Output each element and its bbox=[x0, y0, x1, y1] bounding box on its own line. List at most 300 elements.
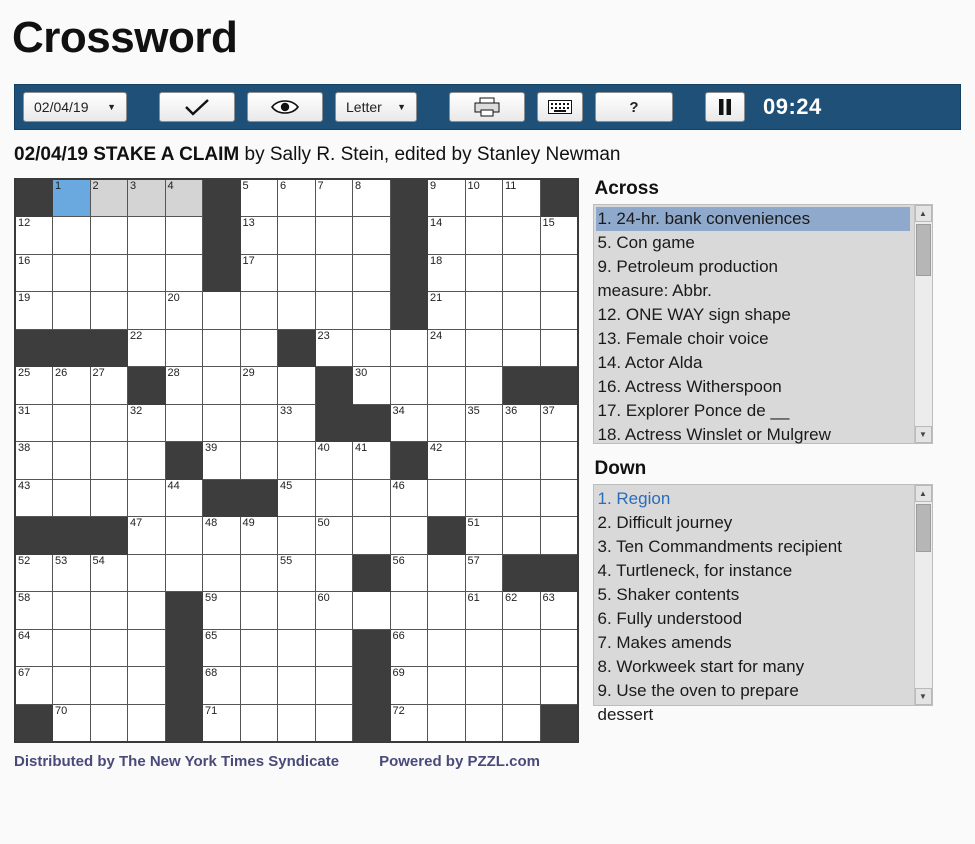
grid-cell[interactable] bbox=[240, 667, 278, 705]
clue-item[interactable]: 12. ONE WAY sign shape bbox=[597, 305, 791, 325]
grid-cell[interactable] bbox=[315, 329, 353, 367]
grid-cell-number: 31 bbox=[18, 404, 31, 417]
grid-cell[interactable] bbox=[240, 517, 278, 555]
scroll-down-icon[interactable]: ▼ bbox=[915, 426, 932, 443]
grid-cell[interactable] bbox=[128, 217, 166, 255]
grid-cell-number: 9 bbox=[430, 180, 437, 193]
grid-cell[interactable] bbox=[540, 404, 578, 442]
down-clue-list[interactable] bbox=[594, 485, 932, 729]
grid-cell[interactable] bbox=[240, 704, 278, 742]
clue-item[interactable]: 18. Actress Winslet or Mulgrew bbox=[597, 425, 831, 445]
grid-cell[interactable] bbox=[165, 179, 203, 217]
grid-cell-number: 47 bbox=[130, 517, 143, 530]
grid-cell[interactable] bbox=[428, 667, 466, 705]
grid-cell[interactable] bbox=[315, 442, 353, 480]
grid-cell[interactable] bbox=[53, 592, 91, 630]
clue-item[interactable]: 4. Turtleneck, for instance bbox=[597, 561, 793, 581]
grid-cell[interactable] bbox=[90, 179, 128, 217]
grid-cell[interactable] bbox=[503, 217, 541, 255]
grid-cell-number: 33 bbox=[280, 404, 293, 417]
grid-cell[interactable] bbox=[165, 517, 203, 555]
grid-cell[interactable] bbox=[390, 329, 428, 367]
scroll-up-icon[interactable]: ▲ bbox=[915, 485, 932, 502]
grid-cell[interactable] bbox=[90, 442, 128, 480]
grid-cell[interactable] bbox=[315, 479, 353, 517]
grid-cell[interactable] bbox=[390, 517, 428, 555]
clue-item[interactable]: 9. Use the oven to prepare bbox=[597, 681, 799, 701]
grid-cell[interactable] bbox=[15, 554, 53, 592]
clue-item[interactable]: 5. Shaker contents bbox=[597, 585, 740, 605]
chevron-down-icon: ▼ bbox=[397, 102, 406, 113]
clue-item[interactable]: 1. 24-hr. bank conveniences bbox=[596, 207, 910, 231]
grid-cell[interactable] bbox=[465, 704, 503, 742]
grid-cell[interactable] bbox=[53, 404, 91, 442]
grid-cell[interactable] bbox=[278, 592, 316, 630]
clue-item[interactable]: dessert bbox=[597, 705, 654, 725]
grid-cell[interactable] bbox=[428, 404, 466, 442]
clue-item[interactable]: measure: Abbr. bbox=[597, 281, 712, 301]
grid-cell[interactable] bbox=[165, 367, 203, 405]
grid-cell[interactable] bbox=[90, 217, 128, 255]
crossword-grid[interactable] bbox=[14, 178, 579, 743]
grid-cell[interactable] bbox=[315, 667, 353, 705]
grid-cell[interactable] bbox=[428, 629, 466, 667]
date-selector-label: 02/04/19 bbox=[34, 99, 89, 116]
across-scroll-thumb[interactable] bbox=[916, 224, 931, 276]
grid-cell[interactable] bbox=[465, 292, 503, 330]
grid-cell[interactable] bbox=[128, 517, 166, 555]
grid-cell-number: 52 bbox=[18, 554, 31, 567]
across-scrollbar[interactable] bbox=[914, 205, 932, 443]
grid-cell[interactable] bbox=[15, 442, 53, 480]
grid-cell[interactable] bbox=[203, 367, 241, 405]
grid-cell[interactable] bbox=[128, 667, 166, 705]
grid-cell[interactable] bbox=[465, 179, 503, 217]
grid-cell[interactable] bbox=[353, 254, 391, 292]
footer-powered: Powered by PZZL.com bbox=[379, 752, 540, 770]
grid-cell[interactable] bbox=[128, 254, 166, 292]
grid-cell[interactable] bbox=[503, 442, 541, 480]
down-scrollbar[interactable] bbox=[914, 485, 932, 705]
clue-item[interactable]: 8. Workweek start for many bbox=[597, 657, 805, 677]
pause-icon bbox=[718, 99, 732, 115]
grid-cell-block bbox=[15, 517, 53, 555]
grid-cell-number: 15 bbox=[542, 217, 555, 230]
grid-cell[interactable] bbox=[315, 217, 353, 255]
grid-cell[interactable] bbox=[128, 479, 166, 517]
grid-cell-number: 39 bbox=[205, 442, 218, 455]
grid-cell[interactable] bbox=[465, 254, 503, 292]
grid-row bbox=[15, 629, 578, 667]
down-clue-box[interactable] bbox=[593, 484, 933, 725]
grid-cell[interactable] bbox=[503, 704, 541, 742]
grid-cell-block bbox=[90, 517, 128, 555]
grid-cell-number: 26 bbox=[55, 367, 68, 380]
grid-cell[interactable] bbox=[128, 404, 166, 442]
grid-row bbox=[15, 179, 578, 217]
grid-cell-number: 51 bbox=[467, 517, 480, 530]
grid-cell-block bbox=[390, 292, 428, 330]
grid-cell[interactable] bbox=[390, 554, 428, 592]
grid-cell[interactable] bbox=[465, 667, 503, 705]
grid-cell[interactable] bbox=[165, 217, 203, 255]
grid-cell[interactable] bbox=[428, 704, 466, 742]
clue-item[interactable]: 6. Fully understood bbox=[597, 609, 743, 629]
clue-item[interactable]: 17. Explorer Ponce de __ bbox=[597, 401, 790, 421]
grid-cell[interactable] bbox=[278, 292, 316, 330]
grid-cell[interactable] bbox=[128, 292, 166, 330]
keyboard-button[interactable] bbox=[537, 92, 583, 122]
grid-cell[interactable] bbox=[428, 254, 466, 292]
grid-cell-number: 42 bbox=[430, 442, 443, 455]
grid-cell[interactable] bbox=[203, 404, 241, 442]
grid-cell[interactable] bbox=[540, 217, 578, 255]
grid-cell-number: 67 bbox=[18, 667, 31, 680]
grid-cell-number: 56 bbox=[392, 554, 405, 567]
grid-cell[interactable] bbox=[53, 367, 91, 405]
grid-cell[interactable] bbox=[278, 179, 316, 217]
grid-cell-number: 5 bbox=[242, 180, 249, 193]
grid-cell[interactable] bbox=[90, 367, 128, 405]
grid-cell[interactable] bbox=[240, 217, 278, 255]
grid-cell[interactable] bbox=[503, 479, 541, 517]
grid-cell[interactable] bbox=[278, 404, 316, 442]
grid-cell-block bbox=[540, 704, 578, 742]
grid-cell-number: 12 bbox=[18, 217, 31, 230]
grid-cell[interactable] bbox=[428, 442, 466, 480]
grid-cell-number: 54 bbox=[92, 554, 105, 567]
grid-cell-block bbox=[165, 667, 203, 705]
grid-cell-number: 1 bbox=[55, 180, 62, 193]
grid-cell[interactable] bbox=[203, 517, 241, 555]
grid-cell[interactable] bbox=[503, 629, 541, 667]
grid-cell-block bbox=[203, 254, 241, 292]
grid-cell-number: 3 bbox=[130, 180, 137, 193]
grid-cell[interactable] bbox=[353, 292, 391, 330]
grid-cell-block bbox=[353, 554, 391, 592]
clue-item[interactable]: 1. Region bbox=[596, 487, 910, 511]
grid-cell-number: 70 bbox=[55, 704, 68, 717]
grid-cell[interactable] bbox=[353, 592, 391, 630]
grid-cell[interactable] bbox=[53, 629, 91, 667]
grid-cell[interactable] bbox=[315, 517, 353, 555]
grid-cell[interactable] bbox=[278, 554, 316, 592]
grid-cell-number: 28 bbox=[167, 367, 180, 380]
grid-cell[interactable] bbox=[203, 442, 241, 480]
grid-cell[interactable] bbox=[15, 667, 53, 705]
grid-cell[interactable] bbox=[15, 254, 53, 292]
grid-cell-number: 41 bbox=[355, 442, 368, 455]
grid-cell[interactable] bbox=[353, 179, 391, 217]
grid-cell[interactable] bbox=[278, 442, 316, 480]
grid-cell[interactable] bbox=[15, 592, 53, 630]
grid-cell-number: 21 bbox=[430, 292, 443, 305]
grid-row bbox=[15, 254, 578, 292]
across-clue-box[interactable] bbox=[593, 204, 933, 444]
grid-cell[interactable] bbox=[240, 292, 278, 330]
grid-cell[interactable] bbox=[503, 592, 541, 630]
grid-cell[interactable] bbox=[465, 629, 503, 667]
grid-cell[interactable] bbox=[128, 329, 166, 367]
grid-cell[interactable] bbox=[540, 292, 578, 330]
grid-cell[interactable] bbox=[240, 254, 278, 292]
grid-cell[interactable] bbox=[53, 292, 91, 330]
clue-item[interactable]: 2. Difficult journey bbox=[597, 513, 733, 533]
grid-cell[interactable] bbox=[203, 292, 241, 330]
grid-cell[interactable] bbox=[278, 704, 316, 742]
grid-cell[interactable] bbox=[240, 592, 278, 630]
across-clue-list[interactable] bbox=[594, 205, 932, 449]
clue-item[interactable]: 16. Actress Witherspoon bbox=[597, 377, 782, 397]
grid-cell[interactable] bbox=[165, 404, 203, 442]
grid-cell-number: 55 bbox=[280, 554, 293, 567]
grid-cell[interactable] bbox=[315, 292, 353, 330]
grid-cell[interactable] bbox=[165, 292, 203, 330]
grid-cell[interactable] bbox=[15, 217, 53, 255]
grid-cell[interactable] bbox=[540, 329, 578, 367]
grid-cell[interactable] bbox=[53, 254, 91, 292]
grid-cell[interactable] bbox=[278, 667, 316, 705]
grid-cell[interactable] bbox=[203, 704, 241, 742]
grid-cell-number: 17 bbox=[242, 254, 255, 267]
grid-cell-block bbox=[315, 404, 353, 442]
grid-cell[interactable] bbox=[278, 367, 316, 405]
grid-cell[interactable] bbox=[165, 554, 203, 592]
grid-cell[interactable] bbox=[53, 704, 91, 742]
grid-cell[interactable] bbox=[503, 517, 541, 555]
grid-cell[interactable] bbox=[540, 517, 578, 555]
grid-cell-number: 45 bbox=[280, 479, 293, 492]
help-button[interactable]: ? bbox=[595, 92, 673, 122]
chevron-down-icon: ▼ bbox=[107, 102, 116, 113]
grid-cell-number: 4 bbox=[167, 180, 174, 193]
grid-row bbox=[15, 479, 578, 517]
clue-item[interactable]: 9. Petroleum production bbox=[597, 257, 778, 277]
grid-cell[interactable] bbox=[53, 217, 91, 255]
grid-cell[interactable] bbox=[390, 704, 428, 742]
grid-cell-number: 44 bbox=[167, 479, 180, 492]
grid-cell[interactable] bbox=[240, 329, 278, 367]
grid-cell[interactable] bbox=[15, 479, 53, 517]
grid-cell[interactable] bbox=[15, 404, 53, 442]
grid-cell-block bbox=[390, 217, 428, 255]
check-button[interactable] bbox=[159, 92, 235, 122]
grid-cell[interactable] bbox=[540, 442, 578, 480]
grid-cell[interactable] bbox=[128, 704, 166, 742]
grid-cell[interactable] bbox=[428, 217, 466, 255]
grid-cell-block bbox=[203, 479, 241, 517]
grid-cell-block bbox=[315, 367, 353, 405]
grid-cell[interactable] bbox=[15, 367, 53, 405]
grid-cell[interactable] bbox=[53, 554, 91, 592]
grid-cell[interactable] bbox=[353, 517, 391, 555]
grid-cell[interactable] bbox=[353, 329, 391, 367]
grid-cell-block bbox=[353, 704, 391, 742]
grid-cell[interactable] bbox=[90, 667, 128, 705]
checkmark-icon bbox=[184, 98, 210, 116]
grid-cell[interactable] bbox=[390, 667, 428, 705]
grid-cell[interactable] bbox=[165, 329, 203, 367]
grid-cell[interactable] bbox=[240, 554, 278, 592]
letter-dropdown[interactable] bbox=[335, 92, 417, 122]
grid-cell[interactable] bbox=[390, 592, 428, 630]
toolbar bbox=[14, 84, 961, 130]
grid-cell[interactable] bbox=[90, 479, 128, 517]
grid-cell[interactable] bbox=[540, 479, 578, 517]
grid-cell[interactable] bbox=[278, 479, 316, 517]
grid-cell[interactable] bbox=[53, 442, 91, 480]
grid-cell-number: 46 bbox=[392, 479, 405, 492]
grid-cell[interactable] bbox=[165, 254, 203, 292]
grid-cell[interactable] bbox=[278, 217, 316, 255]
grid-cell[interactable] bbox=[15, 292, 53, 330]
grid-cell[interactable] bbox=[540, 629, 578, 667]
grid-cell[interactable] bbox=[90, 292, 128, 330]
grid-cell[interactable] bbox=[390, 629, 428, 667]
grid-cell[interactable] bbox=[203, 554, 241, 592]
grid-cell[interactable] bbox=[128, 629, 166, 667]
grid-cell[interactable] bbox=[503, 404, 541, 442]
across-heading: Across bbox=[594, 178, 659, 200]
grid-cell-number: 18 bbox=[430, 254, 443, 267]
grid-cell[interactable] bbox=[128, 442, 166, 480]
grid-cell[interactable] bbox=[240, 179, 278, 217]
grid-cell-number: 30 bbox=[355, 367, 368, 380]
grid-cell[interactable] bbox=[465, 554, 503, 592]
grid-cell[interactable] bbox=[203, 629, 241, 667]
grid-cell[interactable] bbox=[128, 179, 166, 217]
grid-cell[interactable] bbox=[428, 367, 466, 405]
grid-cell[interactable] bbox=[540, 667, 578, 705]
grid-cell[interactable] bbox=[428, 479, 466, 517]
grid-cell[interactable] bbox=[203, 592, 241, 630]
grid-cell[interactable] bbox=[353, 479, 391, 517]
clue-item[interactable]: 3. Ten Commandments recipient bbox=[597, 537, 842, 557]
clue-item[interactable]: 5. Con game bbox=[597, 233, 695, 253]
grid-cell-number: 49 bbox=[242, 517, 255, 530]
grid-cell[interactable] bbox=[465, 404, 503, 442]
grid-cell[interactable] bbox=[465, 479, 503, 517]
grid-cell[interactable] bbox=[428, 292, 466, 330]
clue-item[interactable]: 7. Makes amends bbox=[597, 633, 732, 653]
grid-cell[interactable] bbox=[240, 629, 278, 667]
grid-cell[interactable] bbox=[465, 442, 503, 480]
grid-cell[interactable] bbox=[390, 367, 428, 405]
grid-cell[interactable] bbox=[353, 442, 391, 480]
grid-cell[interactable] bbox=[315, 254, 353, 292]
grid-cell-number: 11 bbox=[505, 180, 517, 193]
clue-item[interactable]: 14. Actor Alda bbox=[597, 353, 703, 373]
grid-cell[interactable] bbox=[128, 592, 166, 630]
grid-cell[interactable] bbox=[390, 404, 428, 442]
grid-cell[interactable] bbox=[128, 554, 166, 592]
grid-cell[interactable] bbox=[540, 254, 578, 292]
grid-cell[interactable] bbox=[165, 479, 203, 517]
grid-cell-number: 40 bbox=[317, 442, 330, 455]
clue-item[interactable]: 13. Female choir voice bbox=[597, 329, 769, 349]
scroll-up-icon[interactable]: ▲ bbox=[915, 205, 932, 222]
grid-cell[interactable] bbox=[278, 629, 316, 667]
grid-cell[interactable] bbox=[503, 329, 541, 367]
grid-cell-number: 35 bbox=[467, 404, 480, 417]
reveal-button[interactable] bbox=[247, 92, 323, 122]
grid-cell-block bbox=[503, 554, 541, 592]
grid-cell[interactable] bbox=[428, 592, 466, 630]
date-selector[interactable] bbox=[23, 92, 127, 122]
grid-cell-number: 22 bbox=[130, 329, 143, 342]
grid-cell[interactable] bbox=[465, 329, 503, 367]
grid-cell[interactable] bbox=[90, 254, 128, 292]
grid-cell[interactable] bbox=[465, 217, 503, 255]
grid-cell[interactable] bbox=[428, 179, 466, 217]
grid-cell[interactable] bbox=[53, 479, 91, 517]
pause-button[interactable] bbox=[705, 92, 745, 122]
grid-cell-block bbox=[353, 404, 391, 442]
grid-cell[interactable] bbox=[315, 179, 353, 217]
grid-cell[interactable] bbox=[315, 554, 353, 592]
grid-cell-block bbox=[540, 367, 578, 405]
grid-cell[interactable] bbox=[15, 629, 53, 667]
grid-cell[interactable] bbox=[540, 592, 578, 630]
grid-cell[interactable] bbox=[503, 254, 541, 292]
grid-cell-number: 6 bbox=[280, 180, 287, 193]
print-button[interactable] bbox=[449, 92, 525, 122]
grid-cell[interactable] bbox=[53, 179, 91, 217]
grid-cell-number: 37 bbox=[542, 404, 555, 417]
grid-cell[interactable] bbox=[315, 629, 353, 667]
grid-cell[interactable] bbox=[203, 329, 241, 367]
grid-cell[interactable] bbox=[503, 292, 541, 330]
grid-cell[interactable] bbox=[465, 592, 503, 630]
grid-cell[interactable] bbox=[428, 329, 466, 367]
grid-cell[interactable] bbox=[353, 367, 391, 405]
grid-cell[interactable] bbox=[465, 517, 503, 555]
grid-cell[interactable] bbox=[503, 667, 541, 705]
scroll-down-icon[interactable]: ▼ bbox=[915, 688, 932, 705]
grid-cell[interactable] bbox=[53, 667, 91, 705]
grid-row bbox=[15, 329, 578, 367]
puzzle-heading bbox=[14, 144, 961, 166]
grid-cell[interactable] bbox=[240, 367, 278, 405]
grid-cell[interactable] bbox=[315, 704, 353, 742]
grid-cell-number: 62 bbox=[505, 592, 518, 605]
grid-cell[interactable] bbox=[90, 592, 128, 630]
grid-cell[interactable] bbox=[90, 554, 128, 592]
grid-cell[interactable] bbox=[315, 592, 353, 630]
grid-cell[interactable] bbox=[465, 367, 503, 405]
grid-cell[interactable] bbox=[90, 629, 128, 667]
grid-cell-block bbox=[165, 704, 203, 742]
grid-row bbox=[15, 517, 578, 555]
grid-cell[interactable] bbox=[90, 404, 128, 442]
grid-cell[interactable] bbox=[90, 704, 128, 742]
grid-cell-block bbox=[90, 329, 128, 367]
grid-cell[interactable] bbox=[278, 517, 316, 555]
grid-cell[interactable] bbox=[278, 254, 316, 292]
grid-cell[interactable] bbox=[503, 179, 541, 217]
grid-cell[interactable] bbox=[428, 554, 466, 592]
grid-cell[interactable] bbox=[203, 667, 241, 705]
grid-cell[interactable] bbox=[390, 479, 428, 517]
grid-cell[interactable] bbox=[240, 442, 278, 480]
grid-cell[interactable] bbox=[353, 217, 391, 255]
down-scroll-thumb[interactable] bbox=[916, 504, 931, 552]
grid-cell-number: 32 bbox=[130, 404, 143, 417]
grid-cell-block bbox=[165, 592, 203, 630]
grid-row bbox=[15, 404, 578, 442]
grid-cell[interactable] bbox=[240, 404, 278, 442]
grid-row bbox=[15, 292, 578, 330]
